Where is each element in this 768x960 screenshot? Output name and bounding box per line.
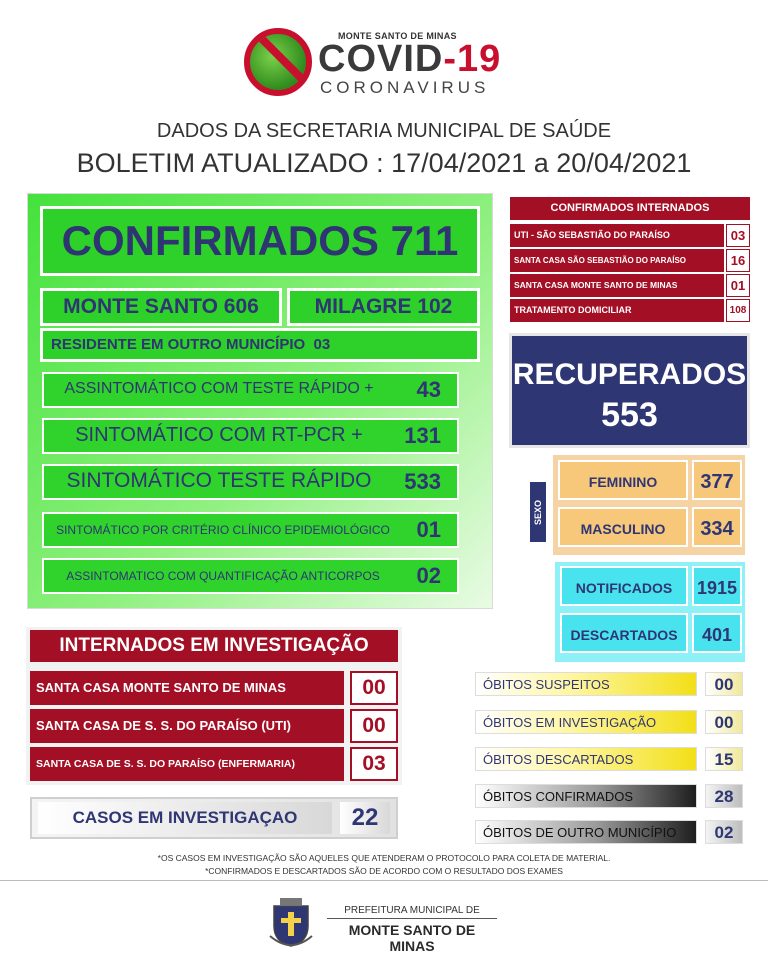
discarded-value: 401 — [692, 613, 742, 653]
interned-row-label: SANTA CASA MONTE SANTO DE MINAS — [510, 274, 724, 297]
interned-row-label: UTI - SÃO SEBASTIÃO DO PARAÍSO — [510, 224, 724, 247]
note-investigation: *OS CASOS EM INVESTIGAÇÃO SÃO AQUELES QUE ATENDERAM O PROTOCOLO PARA COLETA DE MATERIAL. — [157, 853, 611, 863]
male-value: 334 — [692, 507, 742, 547]
death-row-label: ÓBITOS DESCARTADOS — [475, 747, 697, 771]
death-row-label: ÓBITOS DE OUTRO MUNICÍPIO — [475, 820, 697, 844]
note-results: *CONFIRMADOS E DESCARTADOS SÃO DE ACORDO COM O RESULTADO DOS EXAMES — [205, 866, 563, 876]
source-line: DADOS DA SECRETARIA MUNICIPAL DE SAÚDE — [156, 120, 612, 142]
interned-row-value: 03 — [726, 224, 750, 247]
notified-label: NOTIFICADOS — [560, 566, 688, 606]
cases-investigation-value: 22 — [340, 802, 390, 834]
death-row-value: 28 — [705, 784, 743, 808]
interned-row-value: 16 — [726, 249, 750, 272]
category-row: SINTOMÁTICO POR CRITÉRIO CLÍNICO EPIDEMIOLÓGICO 01 — [42, 512, 459, 548]
death-row-label: ÓBITOS EM INVESTIGAÇÃO — [475, 710, 697, 734]
category-row: ASSINTOMÁTICO COM TESTE RÁPIDO + 43 — [42, 372, 459, 408]
bulletin-date: BOLETIM ATUALIZADO : 17/04/2021 a 20/04/2021 — [76, 148, 692, 178]
milagre-count: MILAGRE 102 — [287, 288, 480, 326]
interned-row-value: 108 — [726, 299, 750, 322]
investigation-row-value: 00 — [350, 671, 398, 705]
investigation-row-value: 00 — [350, 709, 398, 743]
confirmed-total: CONFIRMADOS 711 — [40, 206, 480, 276]
covid-logo-icon — [244, 28, 312, 96]
category-row: SINTOMÁTICO COM RT-PCR + 131 — [42, 418, 459, 454]
death-row-value: 15 — [705, 747, 743, 771]
notified-value: 1915 — [692, 566, 742, 606]
interned-row-label: SANTA CASA SÃO SEBASTIÃO DO PARAÍSO — [510, 249, 724, 272]
recovered-box: RECUPERADOS 553 — [509, 333, 750, 448]
category-row: SINTOMÁTICO TESTE RÁPIDO 533 — [42, 464, 459, 500]
female-value: 377 — [692, 460, 742, 500]
discarded-label: DESCARTADOS — [560, 613, 688, 653]
death-row-label: ÓBITOS CONFIRMADOS — [475, 784, 697, 808]
female-label: FEMININO — [558, 460, 688, 500]
investigation-row-value: 03 — [350, 747, 398, 781]
death-row-label: ÓBITOS SUSPEITOS — [475, 672, 697, 696]
investigation-title: INTERNADOS EM INVESTIGAÇÃO — [30, 630, 398, 662]
monte-santo-count: MONTE SANTO 606 — [40, 288, 282, 326]
resident-other-count: RESIDENTE EM OUTRO MUNICÍPIO 03 — [40, 328, 480, 362]
investigation-row-label: SANTA CASA DE S. S. DO PARAÍSO (ENFERMARIA) — [30, 747, 344, 781]
interned-row-label: TRATAMENTO DOMICILIAR — [510, 299, 724, 322]
cases-investigation-label: CASOS EM INVESTIGAÇAO — [38, 802, 332, 834]
covid-title: COVID-19 — [318, 38, 502, 80]
death-row-value: 02 — [705, 820, 743, 844]
death-row-value: 00 — [705, 672, 743, 696]
prefecture-label: PREFEITURA MUNICIPAL DE — [327, 905, 497, 919]
sex-tag: SEXO — [530, 482, 546, 542]
investigation-row-label: SANTA CASA DE S. S. DO PARAÍSO (UTI) — [30, 709, 344, 743]
prefecture-name: MONTE SANTO DE MINAS — [348, 922, 476, 954]
footer-divider — [0, 880, 768, 881]
covid-subtitle: CORONAVIRUS — [320, 78, 490, 97]
male-label: MASCULINO — [558, 507, 688, 547]
city-label: MONTE SANTO DE MINAS — [338, 31, 457, 41]
death-row-value: 00 — [705, 710, 743, 734]
category-row: ASSINTOMATICO COM QUANTIFICAÇÃO ANTICORPOS 02 — [42, 558, 459, 594]
city-crest-icon — [266, 896, 316, 950]
interned-row-value: 01 — [726, 274, 750, 297]
investigation-row-label: SANTA CASA MONTE SANTO DE MINAS — [30, 671, 344, 705]
interned-title: CONFIRMADOS INTERNADOS — [510, 197, 750, 220]
